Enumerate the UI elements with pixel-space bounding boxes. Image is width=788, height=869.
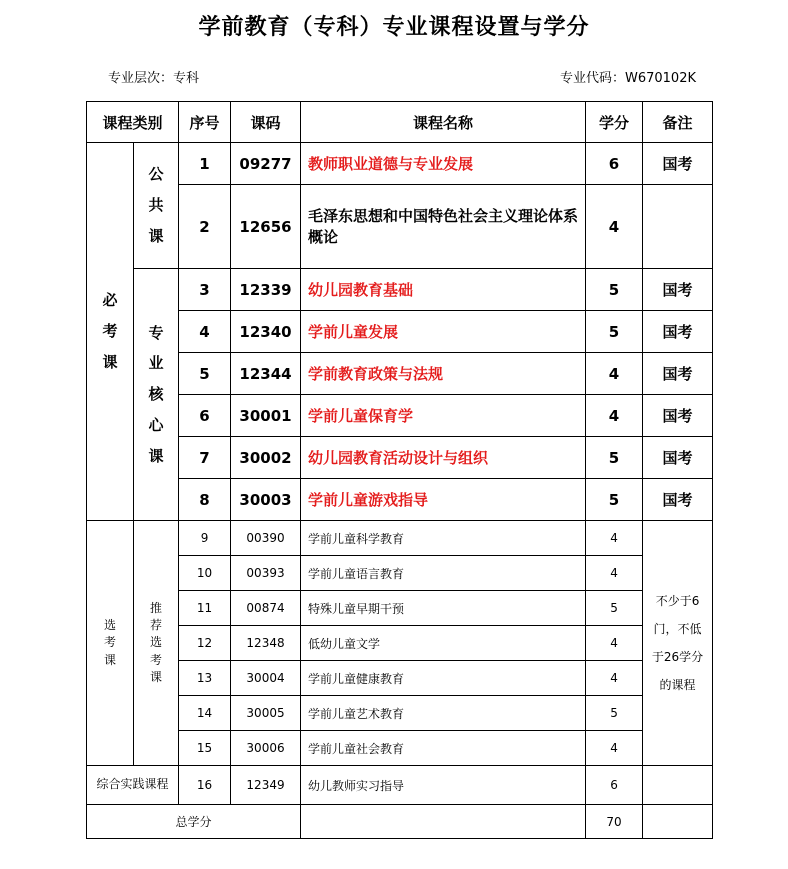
row-no: 8 (179, 479, 231, 521)
group-required: 必考课 (87, 143, 134, 521)
row-credit: 4 (586, 626, 643, 661)
total-row (87, 805, 713, 839)
row-name: 特殊儿童早期干预 (301, 591, 586, 626)
page-title: 学前教育（专科）专业课程设置与学分 (198, 15, 590, 40)
total-value: 70 (586, 805, 643, 839)
elective-note: 不少于6门，不低于26学分的课程 (643, 521, 713, 766)
row-code: 30006 (231, 731, 301, 766)
table-row (87, 437, 713, 479)
row-code: 12348 (231, 626, 301, 661)
row-code: 30002 (231, 437, 301, 479)
table-row (87, 661, 713, 696)
row-remark: 国考 (643, 437, 713, 479)
row-code: 30003 (231, 479, 301, 521)
table-row (87, 353, 713, 395)
row-no: 15 (179, 731, 231, 766)
row-remark: 国考 (643, 353, 713, 395)
row-credit: 4 (586, 661, 643, 696)
row-credit: 5 (586, 311, 643, 353)
row-code: 12340 (231, 311, 301, 353)
table-row (87, 696, 713, 731)
row-remark: 国考 (643, 479, 713, 521)
group-core: 专业核心课 (134, 269, 179, 521)
row-name: 幼儿教师实习指导 (301, 766, 586, 805)
row-credit: 4 (586, 731, 643, 766)
table-row (87, 311, 713, 353)
row-remark (643, 766, 713, 805)
row-no: 9 (179, 521, 231, 556)
row-credit: 5 (586, 269, 643, 311)
total-blank (301, 805, 586, 839)
table-row (87, 591, 713, 626)
row-name: 学前儿童发展 (301, 311, 586, 353)
row-no: 14 (179, 696, 231, 731)
group-practice: 综合实践课程 (87, 766, 179, 805)
row-name: 低幼儿童文学 (301, 626, 586, 661)
row-no: 12 (179, 626, 231, 661)
row-remark: 国考 (643, 143, 713, 185)
row-credit: 6 (586, 143, 643, 185)
row-credit: 4 (586, 395, 643, 437)
total-remark (643, 805, 713, 839)
row-code: 12344 (231, 353, 301, 395)
table-row (87, 521, 713, 556)
row-no: 16 (179, 766, 231, 805)
row-name: 教师职业道德与专业发展 (301, 143, 586, 185)
row-code: 30001 (231, 395, 301, 437)
row-code: 00390 (231, 521, 301, 556)
row-name: 幼儿园教育活动设计与组织 (301, 437, 586, 479)
header-code: 课码 (231, 102, 301, 143)
row-no: 1 (179, 143, 231, 185)
table-row (87, 185, 713, 269)
row-name: 学前儿童游戏指导 (301, 479, 586, 521)
row-name: 学前儿童艺术教育 (301, 696, 586, 731)
row-name: 学前教育政策与法规 (301, 353, 586, 395)
row-name: 学前儿童社会教育 (301, 731, 586, 766)
header-no: 序号 (179, 102, 231, 143)
group-recommended: 推荐选考课 (134, 521, 179, 766)
total-label: 总学分 (87, 805, 301, 839)
row-code: 12349 (231, 766, 301, 805)
row-name: 毛泽东思想和中国特色社会主义理论体系概论 (301, 185, 586, 269)
row-remark: 国考 (643, 395, 713, 437)
header-name: 课程名称 (301, 102, 586, 143)
row-code: 12656 (231, 185, 301, 269)
table-row (87, 479, 713, 521)
row-name: 学前儿童科学教育 (301, 521, 586, 556)
row-code: 30005 (231, 696, 301, 731)
table-row (87, 395, 713, 437)
program-level: 专业层次：专科 (108, 71, 200, 86)
row-no: 3 (179, 269, 231, 311)
row-credit: 4 (586, 185, 643, 269)
program-code: 专业代码：W670102K (559, 71, 696, 86)
row-code: 00874 (231, 591, 301, 626)
row-name: 学前儿童语言教育 (301, 556, 586, 591)
row-credit: 5 (586, 591, 643, 626)
table-row (87, 766, 713, 805)
group-public: 公共课 (134, 143, 179, 269)
row-name: 幼儿园教育基础 (301, 269, 586, 311)
row-code: 00393 (231, 556, 301, 591)
row-remark: 国考 (643, 269, 713, 311)
row-credit: 4 (586, 556, 643, 591)
row-credit: 5 (586, 437, 643, 479)
header-credit: 学分 (586, 102, 643, 143)
row-remark (643, 185, 713, 269)
row-code: 12339 (231, 269, 301, 311)
row-no: 6 (179, 395, 231, 437)
row-no: 13 (179, 661, 231, 696)
row-code: 09277 (231, 143, 301, 185)
row-code: 30004 (231, 661, 301, 696)
table-row (87, 143, 713, 185)
row-name: 学前儿童保育学 (301, 395, 586, 437)
row-credit: 5 (586, 479, 643, 521)
row-name: 学前儿童健康教育 (301, 661, 586, 696)
row-no: 11 (179, 591, 231, 626)
row-credit: 5 (586, 696, 643, 731)
group-elective: 选考课 (87, 521, 134, 766)
table-row (87, 556, 713, 591)
row-remark: 国考 (643, 311, 713, 353)
row-credit: 6 (586, 766, 643, 805)
row-no: 10 (179, 556, 231, 591)
row-credit: 4 (586, 353, 643, 395)
table-row (87, 731, 713, 766)
table-row (87, 269, 713, 311)
row-no: 2 (179, 185, 231, 269)
row-credit: 4 (586, 521, 643, 556)
table-row (87, 626, 713, 661)
row-no: 7 (179, 437, 231, 479)
row-no: 4 (179, 311, 231, 353)
course-table (86, 101, 713, 839)
row-no: 5 (179, 353, 231, 395)
table-header-row (87, 102, 713, 143)
header-remark: 备注 (643, 102, 713, 143)
header-category: 课程类别 (87, 102, 179, 143)
